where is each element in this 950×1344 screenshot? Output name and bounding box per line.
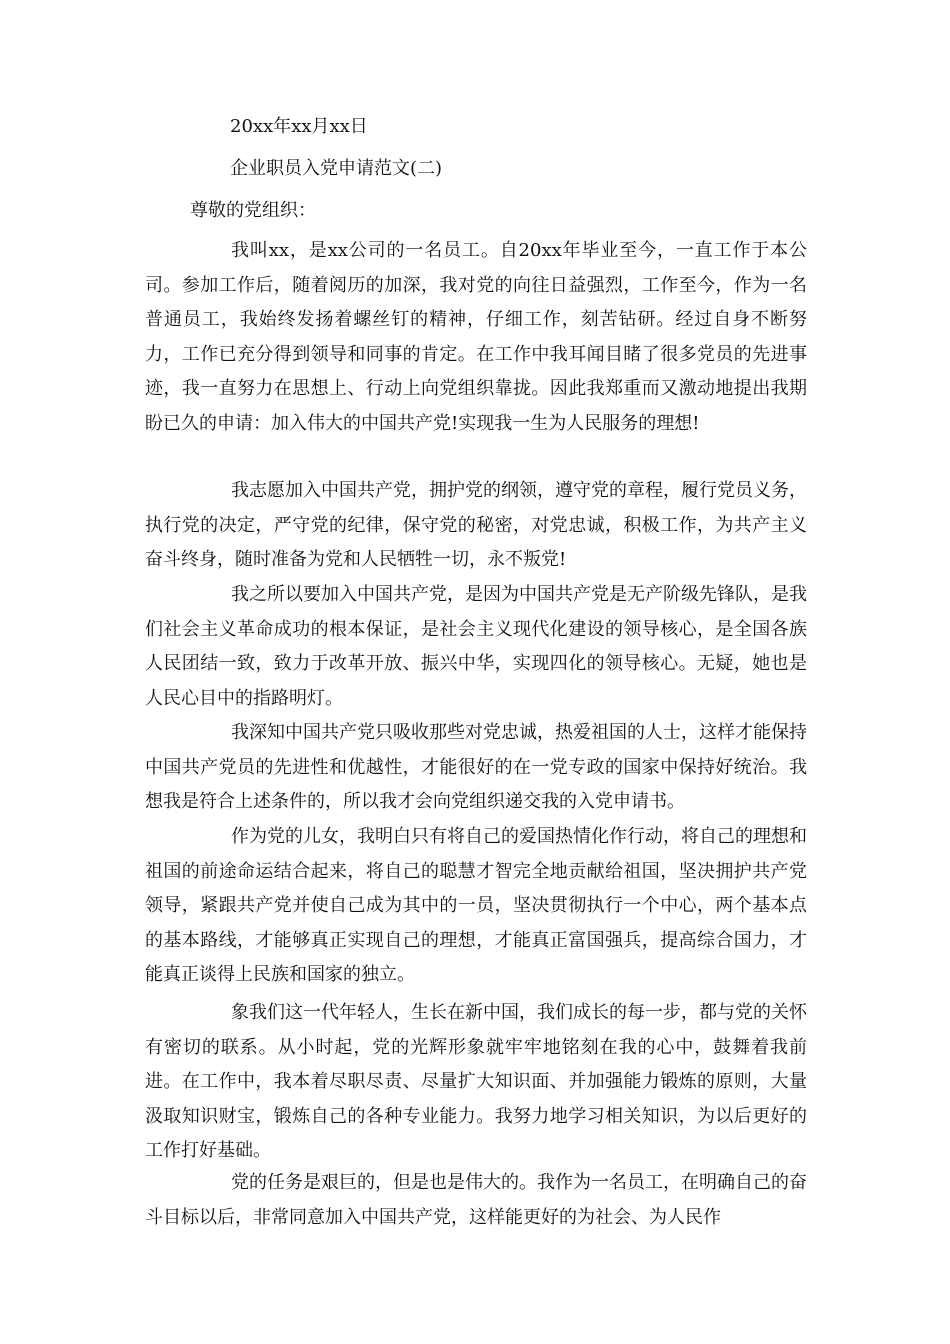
- date-line: 20xx年xx月xx日: [230, 116, 368, 137]
- paragraph-4: 我深知中国共产党只吸收那些对党忠诚，热爱祖国的人士，这样才能保持中国共产党员的先进性和优越性，才能很好的在一党专政的国家中保持好统治。我想我是符合上述条件的，所以我才会向党组织递交我的入党申请书。: [145, 722, 807, 813]
- document-title: 企业职员入党申请范文(二): [230, 158, 443, 179]
- paragraph-2: 我志愿加入中国共产党，拥护党的纲领，遵守党的章程，履行党员义务，执行党的决定，严守党的纪律，保守党的秘密，对党忠诚，积极工作，为共产主义奋斗终身，随时准备为党和人民牺牲一切，永不叛党!: [145, 480, 807, 571]
- paragraph-6: 象我们这一代年轻人，生长在新中国，我们成长的每一步，都与党的关怀有密切的联系。从小时起，党的光辉形象就牢牢地铭刻在我的心中，鼓舞着我前进。在工作中，我本着尽职尽责、尽量扩大知识面、并加强能力锻炼的原则，大量汲取知识财宝，锻炼自己的各种专业能力。我努力地学习相关知识，为以后更好的工作打好基础。: [145, 1002, 807, 1162]
- paragraph-7: 党的任务是艰巨的，但是也是伟大的。我作为一名员工，在明确自己的奋斗目标以后，非常同意加入中国共产党，这样能更好的为社会、为人民作: [145, 1172, 807, 1228]
- paragraph-5: 作为党的儿女，我明白只有将自己的爱国热情化作行动，将自己的理想和祖国的前途命运结合起来，将自己的聪慧才智完全地贡献给祖国，坚决拥护共产党领导，紧跟共产党并使自己成为其中的一员，坚决贯彻执行一个中心，两个基本点的基本路线，才能够真正实现自己的理想，才能真正富国强兵，提高综合国力，才能真正谈得上民族和国家的独立。: [145, 826, 807, 986]
- paragraph-3: 我之所以要加入中国共产党，是因为中国共产党是无产阶级先锋队，是我们社会主义革命成功的根本保证，是社会主义现代化建设的领导核心，是全国各族人民团结一致，致力于改革开放、振兴中华，实现四化的领导核心。无疑，她也是人民心目中的指路明灯。: [145, 584, 807, 709]
- paragraph-1: 我叫xx，是xx公司的一名员工。自20xx年毕业至今，一直工作于本公司。参加工作后，随着阅历的加深，我对党的向往日益强烈，工作至今，作为一名普通员工，我始终发扬着螺丝钉的精神，仔细工作，刻苦钻研。经过自身不断努力，工作已充分得到领导和同事的肯定。在工作中我耳闻目睹了很多党员的先进事迹，我一直努力在思想上、行动上向党组织靠拢。因此我郑重而又激动地提出我期盼已久的申请：加入伟大的中国共产党!实现我一生为人民服务的理想!: [145, 240, 807, 434]
- salutation: 尊敬的党组织：: [190, 200, 316, 221]
